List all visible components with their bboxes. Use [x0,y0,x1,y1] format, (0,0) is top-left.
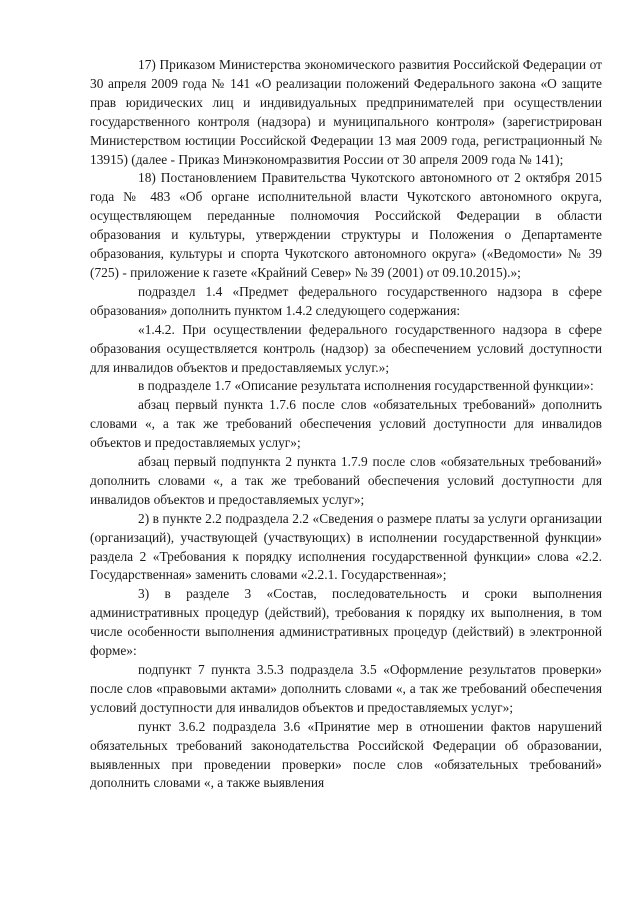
paragraph-point-3-5-3: подпункт 7 пункта 3.5.3 подраздела 3.5 «Оформление результатов проверки» после слов «правовыми актами» дополнить словами «, а так же требований обеспечения условий доступности для инвалидов объектов и предоставляемых услуг»; [90,662,602,715]
paragraph-point-1-4-2: «1.4.2. При осуществлении федерального государственного надзора в сфере образования осуществляется контроль (надзор) за обеспечением условий доступности для инвалидов объектов и предоставляемых услуг.»; [90,321,602,375]
paragraph-subsection-1-7: в подразделе 1.7 «Описание результата исполнения государственной функции»: [138,378,594,394]
document-page [90,56,602,856]
paragraph-subsection-1-4: подраздел 1.4 «Предмет федерального государственного надзора в сфере образования» дополнить пунктом 1.4.2 следующего содержания: [90,283,602,318]
paragraph-item-17-prikaz-minekonomrazvitiya: 17) Приказом Министерства экономического развития Российской Федерации от 30 апреля 2009 года № 141 «О реализации положений Федерального закона «О защите прав юридических лиц и индивидуальных предпринимателей при осуществлении государственного контроля (надзора) и муниципального контроля» (зарегистрирован Министерством юстиции Российской Федерации 13 мая 2009 года, регистрационный № 13915) (далее - Приказ Минэкономразвития России от 30 апреля 2009 года № 141); [90,57,602,167]
paragraph-point-3-6-2: пункт 3.6.2 подраздела 3.6 «Принятие мер в отношении фактов нарушений обязательных требований законодательства Российской Федерации об образовании, выявленных при проведении проверки» после слов «обязательных требований» дополнить словами «, а также выявления [90,718,602,791]
paragraph-point-1-7-9: абзац первый подпункта 2 пункта 1.7.9 после слов «обязательных требований» дополнить словами «, а так же требований обеспечения условий доступности для инвалидов объектов и предоставляемых услуг»; [90,454,602,507]
paragraph-item-3-section-3: 3) в разделе 3 «Состав, последовательность и сроки выполнения административных процедур (действий), требования к порядку их выполнения, в том числе особенности выполнения административных процедур (действий) в электронной форме»: [90,586,602,659]
paragraph-item-18-postanovlenie-pravitelstva: 18) Постановлением Правительства Чукотского автономного от 2 октября 2015 года № 483 «Об органе исполнительной власти Чукотского автономного округа, осуществляющем переданные полномочия Российской Федерации в области образования и культуры, утверждении структуры и Положения о Департаменте образования, культуры и спорта Чукотского автономного округа» («Ведомости» № 39 (725) - приложение к газете «Крайний Север» № 39 (2001) от 09.10.2015).»; [90,170,602,280]
paragraph-item-2-point-2-2: 2) в пункте 2.2 подраздела 2.2 «Сведения о размере платы за услуги организации (организаций), участвующей (участвующих) в исполнении государственной функции» раздела 2 «Требования к порядку исполнения государственной функции» слова «2.2. Государственная» заменить словами «2.2.1. Государственная»; [90,510,602,583]
paragraph-point-1-7-6: абзац первый пункта 1.7.6 после слов «обязательных требований» дополнить словами «, а так же требований обеспечения условий доступности для инвалидов объектов и предоставляемых услуг»; [90,397,602,451]
